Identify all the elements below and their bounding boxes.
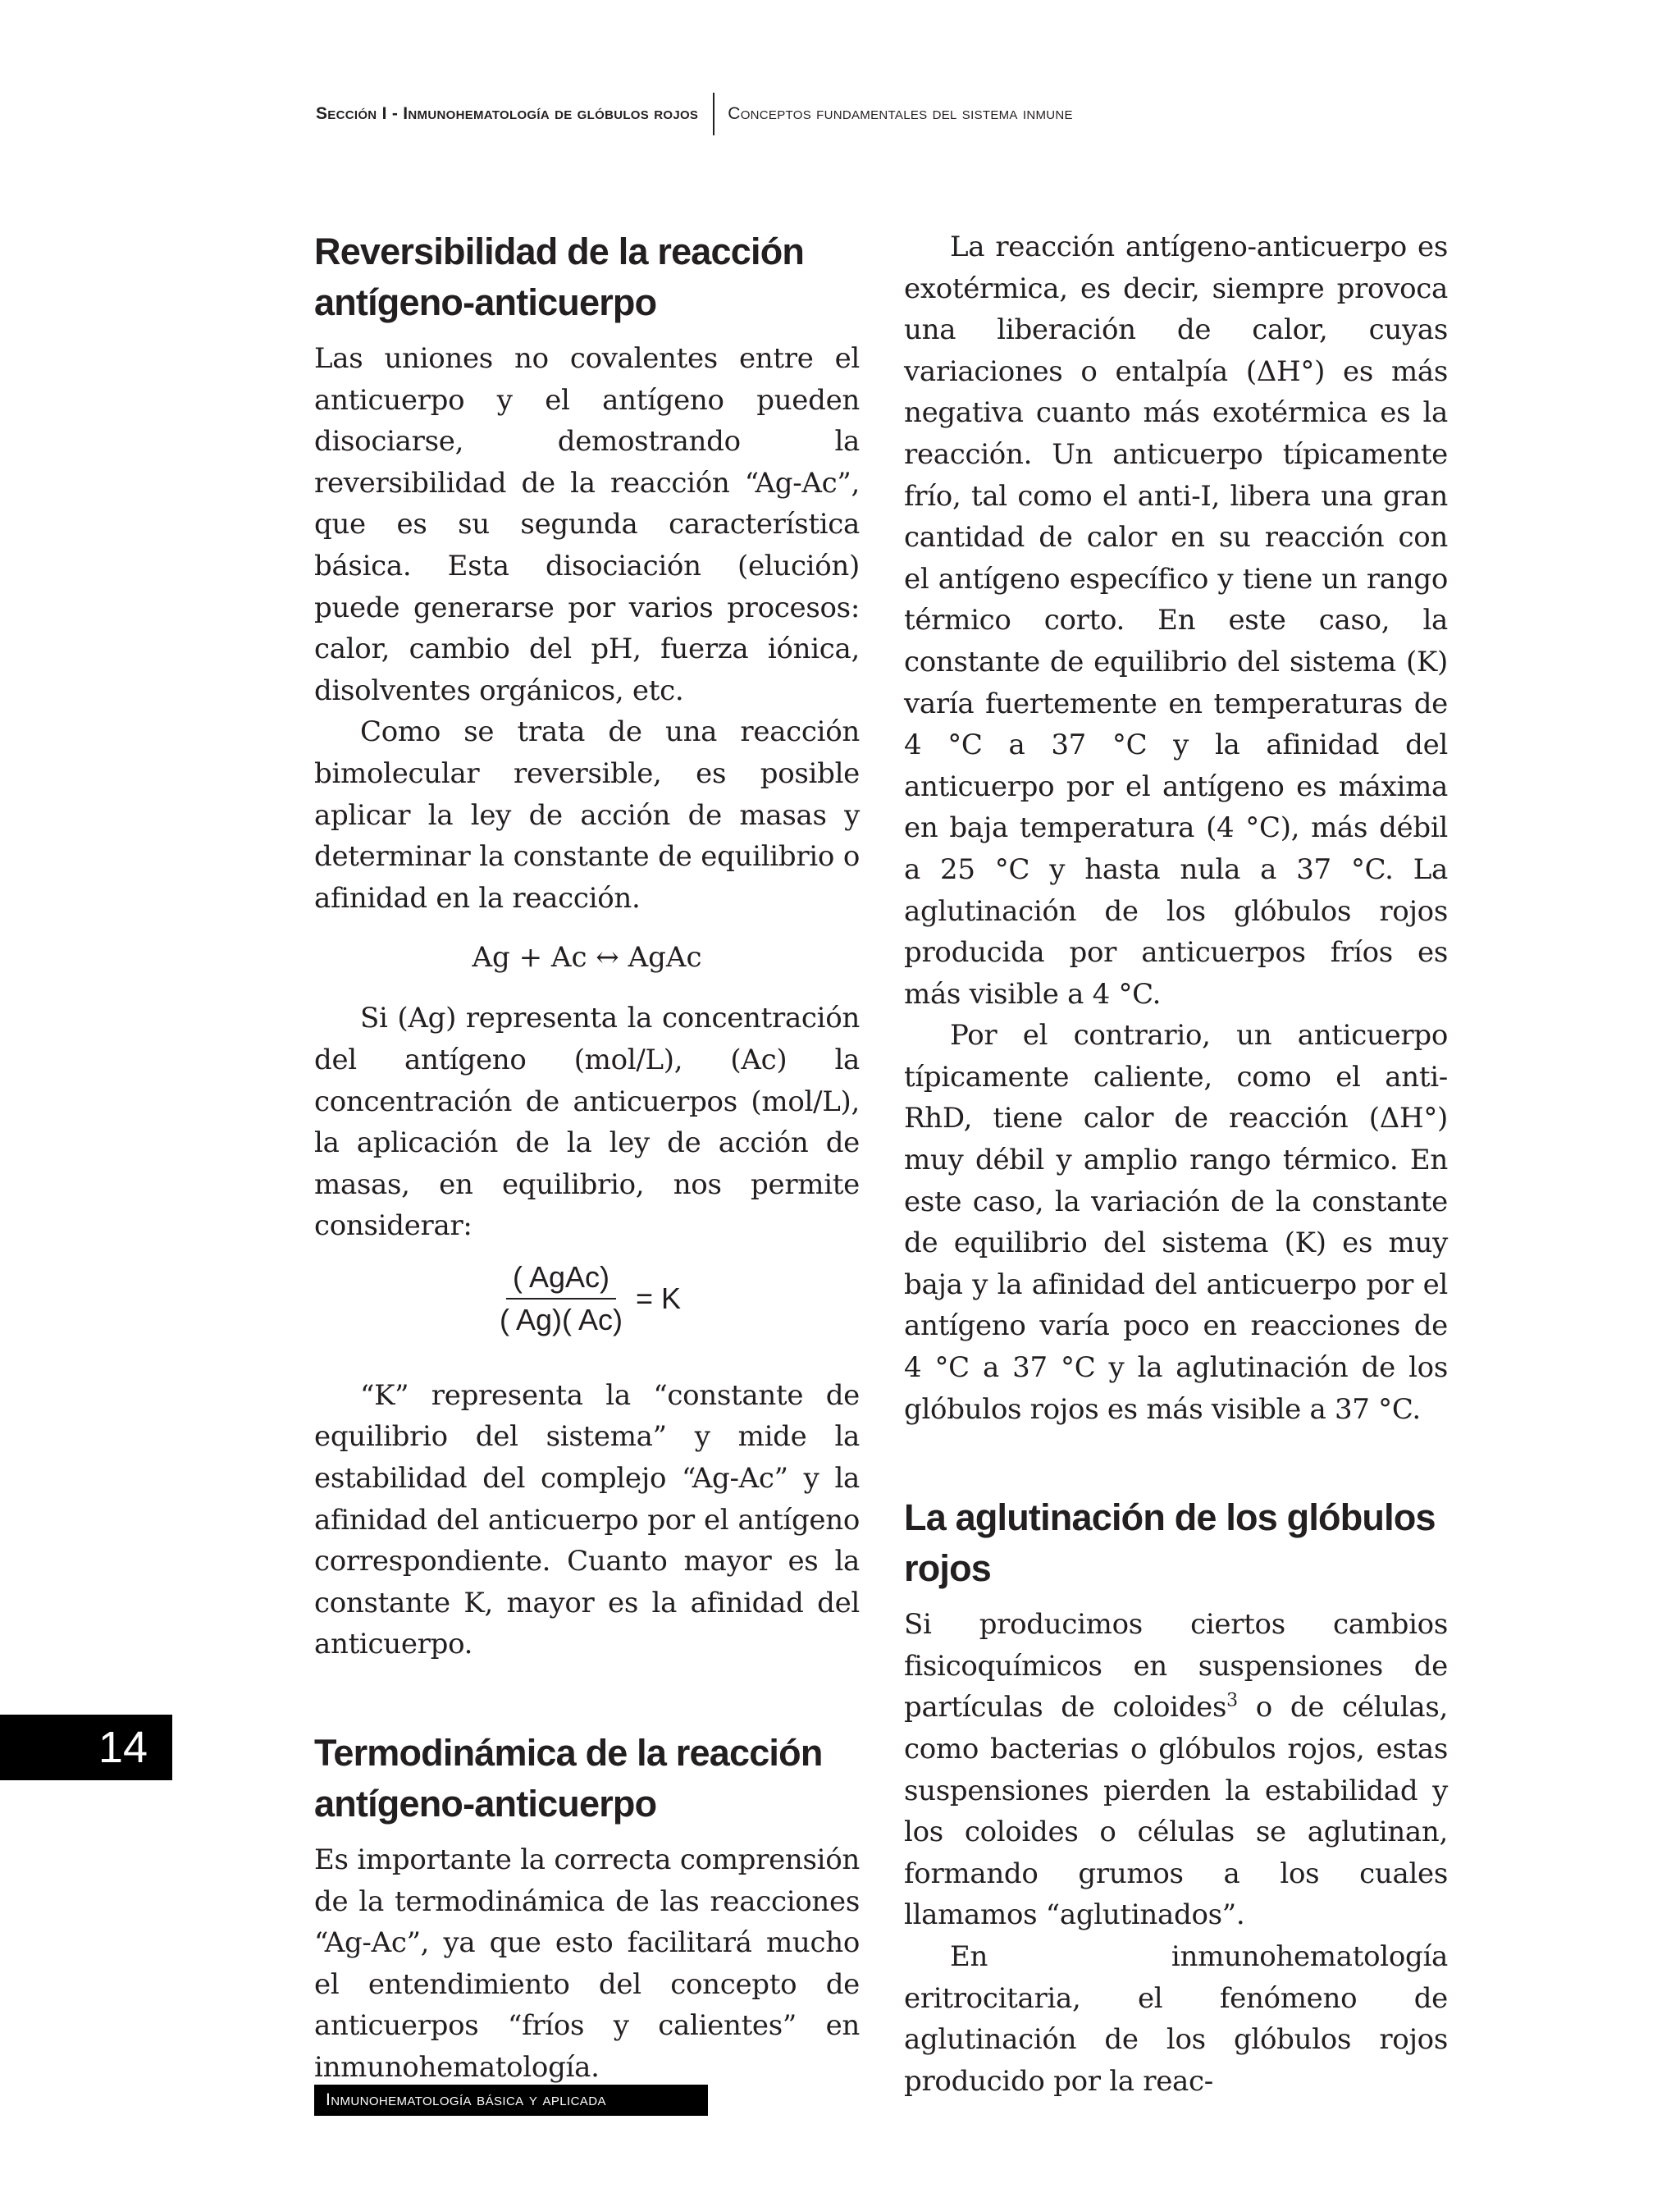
- header-divider: [713, 93, 714, 135]
- paragraph: Por el contrario, un anticuerpo típicamente caliente, como el anti-RhD, tiene calor de reacción (ΔH°) muy débil y amplio rango térmico. En este caso, la variación de la constante de equilibrio del sistema (K) es muy baja y la afinidad del anticuerpo por el antígeno varía poco en reacciones de 4 °C a 37 °C y la aglutinación de los glóbulos rojos es más visible a 37 °C.: [904, 1019, 1448, 1426]
- footnote-ref: 3: [1226, 1691, 1238, 1712]
- header-section: Sección I - Inmunohematología de glóbulos rojos: [316, 104, 699, 123]
- running-footer: Inmunohematología básica y aplicada: [314, 2085, 708, 2116]
- text-run: o de células, como bacterias o glóbulos rojos, estas suspensiones pierden la estabilidad y los coloides o células se aglutinan, formando grumos a los cuales llamamos “aglutinados”.: [904, 1691, 1449, 1932]
- page-number: 14: [0, 1715, 172, 1780]
- heading-aglutinacion: La aglutinación de los glóbulos rojos: [904, 1496, 1436, 1590]
- text-run: Si producimos ciertos cambios fisicoquímicos en suspensiones de partículas de coloides: [904, 1608, 1448, 1724]
- heading-termodinamica: Termodinámica de la reacción antígeno-anticuerpo: [314, 1732, 823, 1825]
- paragraph: Como se trata de una reacción bimolecular reversible, es posible aplicar la ley de acción de masas y determinar la constante de equilibrio o afinidad en la reacción.: [314, 715, 860, 915]
- heading-reversibilidad: Reversibilidad de la reacción antígeno-anticuerpo: [314, 231, 805, 323]
- header-topic: Conceptos fundamentales del sistema inmune: [728, 104, 1073, 123]
- left-column: [314, 226, 860, 2089]
- right-column: [904, 226, 1448, 2102]
- paragraph: En inmunohematología eritrocitaria, el fenómeno de aglutinación de los glóbulos rojos producido por la reac-: [904, 1939, 1448, 2098]
- paragraph: Es importante la correcta comprensión de la termodinámica de las reacciones “Ag-Ac”, ya que esto facilitará mucho el entendimiento del concepto de anticuerpos “fríos y calientes” en inmunohematología.: [314, 1843, 860, 2084]
- paragraph: Si (Ag) representa la concentración del antígeno (mol/L), (Ac) la concentración de anticuerpos (mol/L), la aplicación de la ley de acción de masas, en equilibrio, nos permite considerar:: [314, 1002, 860, 1243]
- paragraph: La reacción antígeno-anticuerpo es exotérmica, es decir, siempre provoca una liberación de calor, cuyas variaciones o entalpía (ΔH°) es más negativa cuanto más exotérmica es la reacción. Un anticuerpo típicamente frío, tal como el anti-I, libera una gran cantidad de calor en su reacción con el antígeno específico y tiene un rango térmico corto. En este caso, la constante de equilibrio del sistema (K) varía fuertemente en temperaturas de 4 °C a 37 °C y la afinidad del anticuerpo por el antígeno es máxima en baja temperatura (4 °C), más débil a 25 °C y hasta nula a 37 °C. La aglutinación de los glóbulos rojos producida por anticuerpos fríos es más visible a 4 °C.: [904, 231, 1448, 1011]
- formula-fraction: [493, 1260, 629, 1337]
- formula-denominator: ( Ag)( Ac): [499, 1302, 623, 1336]
- paragraph: [904, 1604, 1448, 1936]
- formula-result: = K: [635, 1281, 682, 1315]
- equilibrium-formula: [314, 1260, 860, 1337]
- paragraph: Las uniones no covalentes entre el anticuerpo y el antígeno pueden disociarse, demostrando la reversibilidad de la reacción “Ag-Ac”, que es su segunda característica básica. Esta disociación (elución) puede generarse por varios procesos: calor, cambio del pH, fuerza iónica, disolventes orgánicos, etc.: [314, 342, 860, 707]
- running-header: [316, 93, 1073, 135]
- equation: Ag + Ac ↔ AgAc: [472, 941, 702, 975]
- formula-numerator: ( AgAc): [506, 1260, 616, 1300]
- paragraph: “K” representa la “constante de equilibrio del sistema” y mide la estabilidad del complejo “Ag-Ac” y la afinidad del anticuerpo por el antígeno correspondiente. Cuanto mayor es la constante K, mayor es la afinidad del anticuerpo.: [314, 1378, 860, 1661]
